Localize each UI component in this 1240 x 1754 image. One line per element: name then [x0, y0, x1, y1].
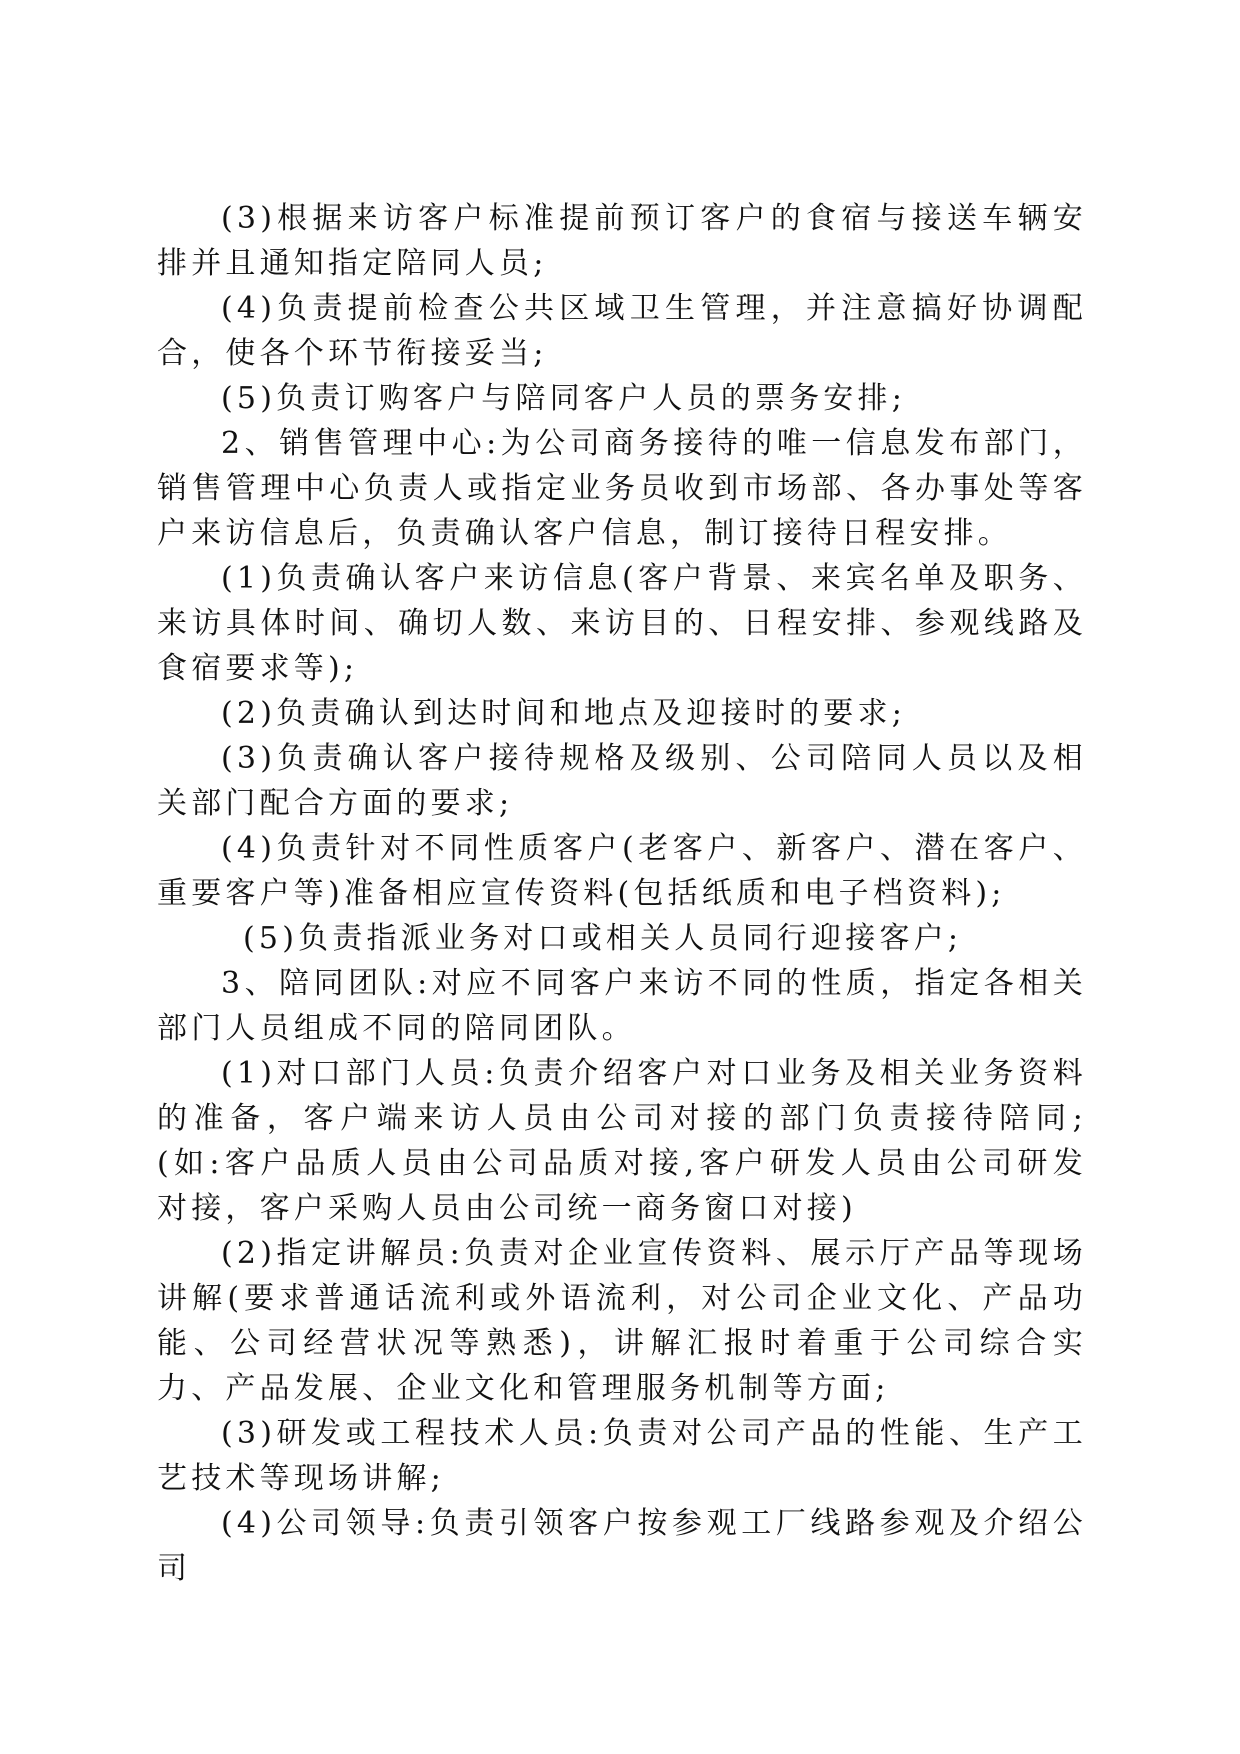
paragraph-visitor-arrangement: (3)根据来访客户标准提前预订客户的食宿与接送车辆安排并且通知指定陪同人员;	[157, 201, 1087, 281]
paragraph-promo-materials: (4)负责针对不同性质客户(老客户、新客户、潜在客户、重要客户等)准备相应宣传资料(包括纸质和电子档资料);	[157, 831, 1087, 911]
paragraph-assign-staff: (5)负责指派业务对口或相关人员同行迎接客户;	[243, 921, 963, 956]
paragraph-confirm-reception-level: (3)负责确认客户接待规格及级别、公司陪同人员以及相关部门配合方面的要求;	[157, 741, 1087, 821]
paragraph-engineering-staff: (3)研发或工程技术人员:负责对公司产品的性能、生产工艺技术等现场讲解;	[157, 1416, 1087, 1496]
paragraph-escort-team: 3、陪同团队:对应不同客户来访不同的性质，指定各相关部门人员组成不同的陪同团队。	[157, 966, 1087, 1046]
paragraph-company-leadership: (4)公司领导:负责引领客户按参观工厂线路参观及介绍公司	[157, 1506, 1087, 1586]
paragraph-hygiene-check: (4)负责提前检查公共区域卫生管理，并注意搞好协调配合，使各个环节衔接妥当;	[157, 291, 1087, 371]
paragraph-counterpart-department: (1)对口部门人员:负责介绍客户对口业务及相关业务资料的准备，客户端来访人员由公司对接的部门负责接待陪同;(如:客户品质人员由公司品质对接,客户研发人员由公司研发对接，客户采购人员由公司统一商务窗口对接)	[157, 1056, 1087, 1226]
paragraph-sales-center: 2、销售管理中心:为公司商务接待的唯一信息发布部门，销售管理中心负责人或指定业务员收到市场部、各办事处等客户来访信息后，负责确认客户信息，制订接待日程安排。	[157, 426, 1087, 551]
paragraph-designated-guide: (2)指定讲解员:负责对企业宣传资料、展示厅产品等现场讲解(要求普通话流利或外语流利，对公司企业文化、产品功能、公司经营状况等熟悉)，讲解汇报时着重于公司综合实力、产品发展、企业文化和管理服务机制等方面;	[157, 1236, 1087, 1406]
paragraph-ticketing: (5)负责订购客户与陪同客户人员的票务安排;	[221, 381, 907, 416]
document-page	[157, 196, 1087, 1591]
paragraph-confirm-visit-info: (1)负责确认客户来访信息(客户背景、来宾名单及职务、来访具体时间、确切人数、来访目的、日程安排、参观线路及食宿要求等);	[157, 561, 1087, 686]
paragraph-confirm-arrival: (2)负责确认到达时间和地点及迎接时的要求;	[221, 696, 907, 731]
